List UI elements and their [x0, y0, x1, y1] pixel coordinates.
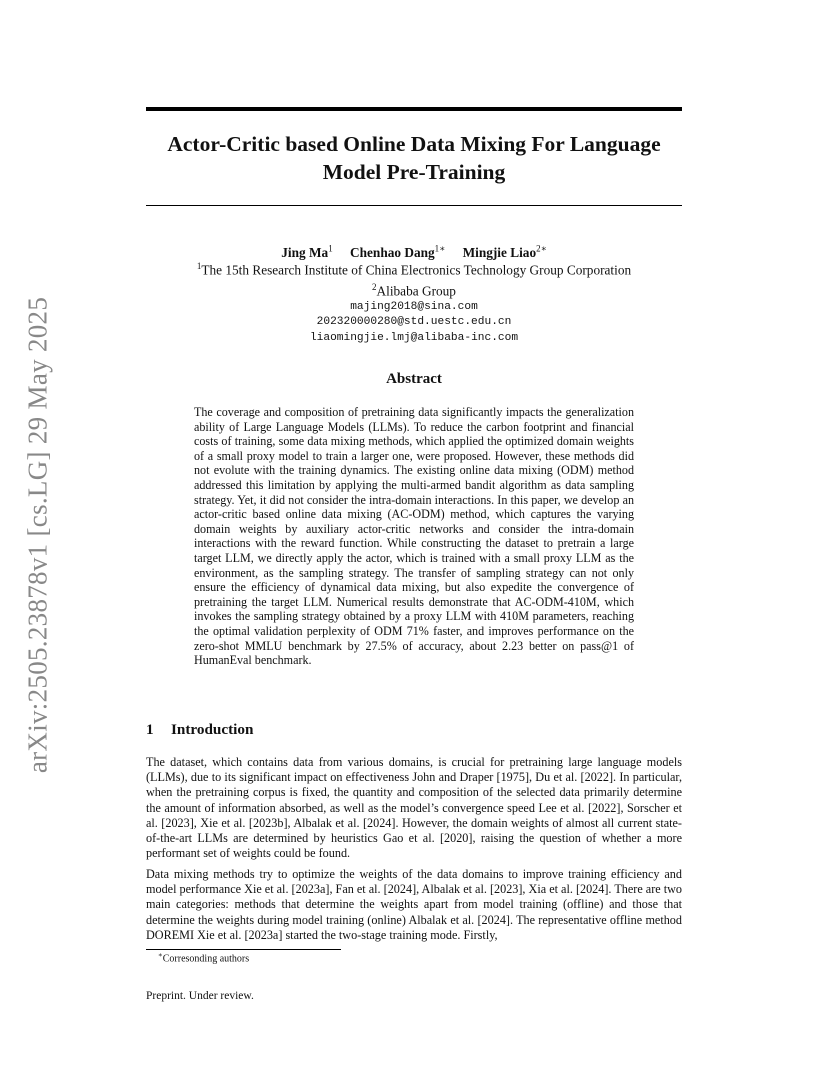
- footnote-text: Corresonding authors: [162, 953, 250, 965]
- footnote: [158, 951, 249, 964]
- author-jing-ma: Jing Ma$^1$: [281, 244, 333, 261]
- arxiv-identifier-stamp: arXiv:2505.23878v1 [cs.LG] 29 May 2025: [22, 296, 53, 774]
- affiliation-1: $^1$The 15th Research Institute of China Electronics Technology Group Corporation: [196, 261, 632, 278]
- intro-paragraph-2: Data mixing methods try to optimize the weights of the data domains to improve training efficiency and model performance Xie et al. [2023a], Fan et al. [2024], Albalak et al. [2023], Xia et al. [2024]. There are two main categories: methods that determine the weights apart from model training (offline) and those that determine the weights during model training (online) Albalak et al. [2024]. The representative offline method DOREMI Xie et al. [2023a] started the two-stage training mode. Firstly,: [146, 867, 682, 942]
- affiliations-block: [146, 258, 682, 346]
- footnote-mark: ∗: [158, 951, 163, 959]
- section-number: 1: [146, 721, 154, 738]
- author-chenhao-dang: Chenhao Dang$^{1∗}$: [350, 244, 446, 261]
- footnote-rule: [146, 949, 341, 950]
- section-heading-introduction: [146, 721, 253, 739]
- email-3: liaomingjie.lmj@alibaba-inc.com: [309, 331, 519, 344]
- affiliation-2: $^2$Alibaba Group: [372, 281, 456, 299]
- title-line-1: Actor-Critic based Online Data Mixing For Language: [167, 132, 661, 156]
- title-bottom-rule: [146, 205, 682, 206]
- abstract-heading: Abstract: [386, 371, 442, 387]
- section-title: Introduction: [171, 721, 254, 738]
- preprint-note: Preprint. Under review.: [146, 990, 254, 1002]
- title-line-2: Model Pre-Training: [322, 160, 506, 184]
- email-1: majing2018@sina.com: [350, 300, 478, 313]
- intro-paragraph-1: The dataset, which contains data from various domains, is crucial for pretraining large language models (LLMs), due to its significant impact on effectiveness John and Draper [1975], Du et al. [2022]. In particular, when the pretraining corpus is fixed, the quantity and composition of the selected data primarily determine the amount of information absorbed, as well as the model’s convergence speed Lee et al. [2022], Sorscher et al. [2023], Xie et al. [2023b], Albalak et al. [2024]. However, the domain weights of almost all current state-of-the-art LLMs are determined by heuristics Gao et al. [2020], raising the question of whether a more performant set of weights could be found.: [146, 755, 682, 861]
- title-top-rule: [146, 107, 682, 111]
- author-mingjie-liao: Mingjie Liao$^{2∗}$: [462, 244, 547, 261]
- abstract-text: The coverage and composition of pretraining data significantly impacts the generalization ability of Large Language Models (LLMs). To reduce the carbon footprint and financial costs of training, some data mixing methods, which applied the optimized domain weights of a small proxy model to train a larger one, were proposed. However, these methods did not evolute with the training dynamics. The existing online data mixing (ODM) method addressed this limitation by applying the multi-armed bandit algorithm as data sampling strategy. Yet, it did not consider the intra-domain interactions. In this paper, we develop an actor-critic based online data mixing (AC-ODM) method, which captures the varying domain weights by auxiliary actor-critic networks and consider the intra-domain interactions with the reward function. While constructing the dataset to pretrain a large target LLM, we directly apply the actor, which is trained with a small proxy LLM as the environment, as the sampling strategy. The transfer of sampling strategy can not only ensure the efficiency of dynamical data mixing, but also expedite the convergence of pretraining the target LLM. Numerical results demonstrate that AC-ODM-410M, which invokes the sampling strategy obtained by a proxy LLM with 410M parameters, reaching the optimal validation perplexity of ODM 71% faster, and improves performance on the zero-shot MMLU benchmark by 27.5% of accuracy, about 2.23 better on pass@1 of HumanEval benchmark.: [194, 405, 634, 668]
- paper-title: [146, 130, 682, 186]
- email-2: 202320000280@std.uestc.edu.cn: [316, 316, 512, 329]
